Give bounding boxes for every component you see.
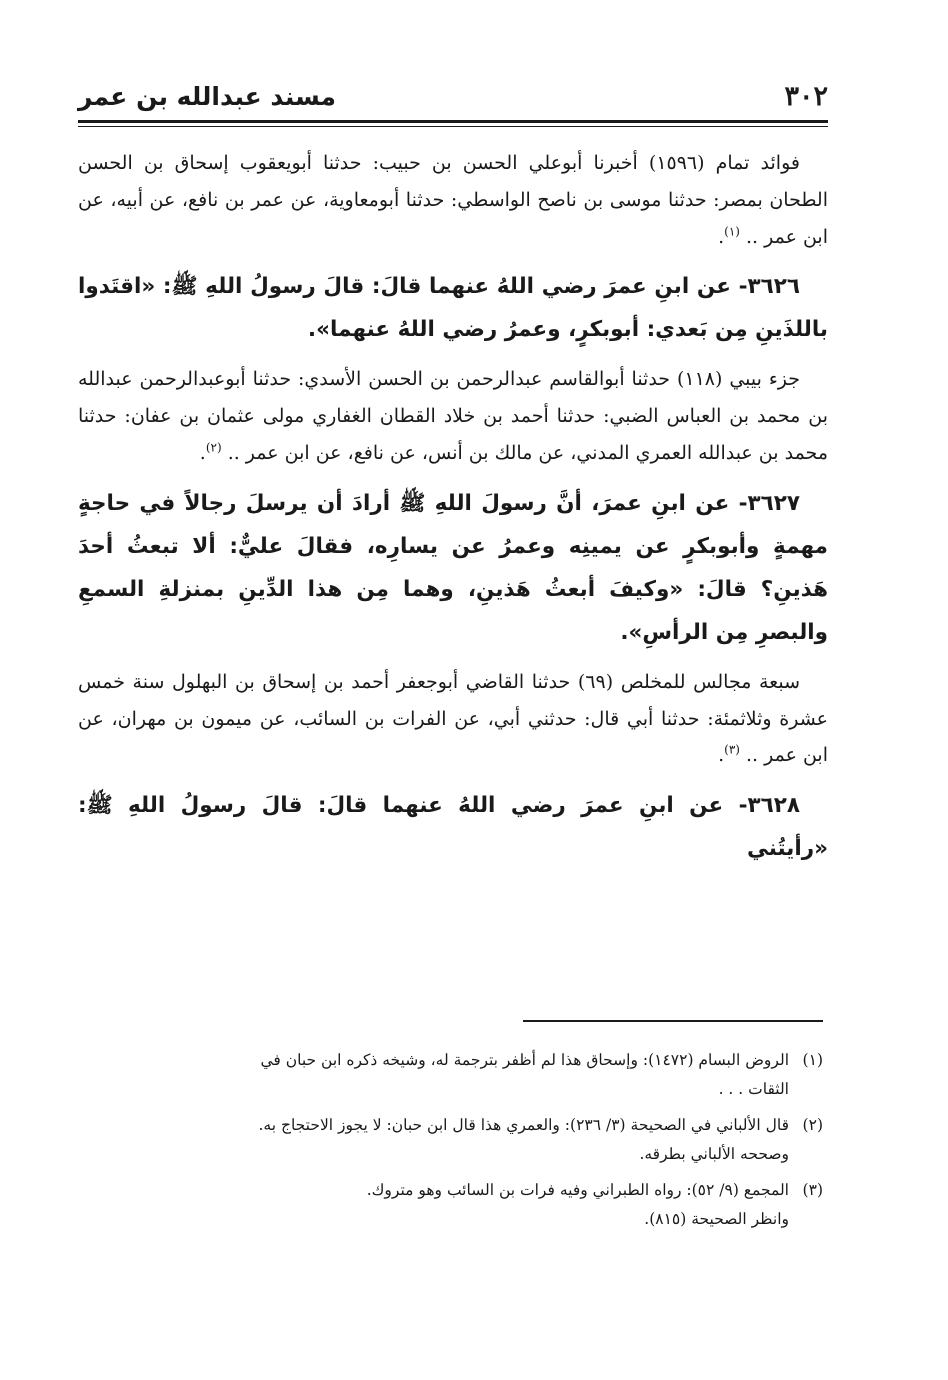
footnote-number: (٣)	[802, 1181, 823, 1199]
hadith-paragraph: ٣٦٢٦- عن ابنِ عمرَ رضي اللهُ عنهما قالَ: قالَ رسولُ اللهِ ﷺ: «اقتَدوا باللذَينِ مِن بَعدي: أبوبكرٍ، وعمرُ رضي اللهُ عنهما».	[78, 274, 828, 343]
source-paragraph: جزء بيبي (١١٨) حدثنا أبوالقاسم عبدالرحمن بن الحسن الأسدي: حدثنا أبوعبدالرحمن عبدالله بن محمد بن العباس الضبي: حدثنا أحمد بن خلاد القطان الغفاري مولى عثمان بن عفان: حدثنا محمد بن عبدالله العمري المدني، عن مالك بن أنس، عن نافع، عن ابن عمر .. $^{(٢)}$.	[78, 368, 828, 464]
header-rule-thin	[78, 126, 828, 127]
footnote-ref[interactable]: (٢)	[205, 440, 222, 455]
document-page	[78, 78, 828, 870]
footnote-number: (١)	[802, 1051, 823, 1069]
source-paragraph: فوائد تمام (١٥٩٦) أخبرنا أبوعلي الحسن بن حبيب: حدثنا أبويعقوب إسحاق بن الحسن الطحان بمصر: حدثنا موسى بن ناصح الواسطي: حدثنا أبومعاوية، عن عمر بن نافع، عن أبيه، عن ابن عمر .. $^{(١)}$.	[78, 152, 828, 248]
page-number: ٣٠٢	[784, 81, 828, 112]
footnotes-section	[78, 1046, 823, 1241]
footnote-text: وانظر الصحيحة (٨١٥).	[644, 1209, 789, 1228]
footnote-text: المجمع (٩/ ٥٢): رواه الطبراني وفيه فرات بن السائب وهو متروك.	[366, 1181, 789, 1199]
footnote	[78, 1176, 823, 1233]
footnote	[78, 1046, 823, 1103]
footnote-ref[interactable]: (١)	[724, 224, 740, 239]
footnote-text: الثقات . . .	[718, 1079, 789, 1098]
footnote-ref[interactable]: (٣)	[724, 743, 740, 758]
header-rule-thick	[78, 120, 828, 123]
running-title: مسند عبدالله بن عمر	[78, 82, 336, 111]
hadith-paragraph: ٣٦٢٧- عن ابنِ عمرَ، أنَّ رسولَ اللهِ ﷺ أرادَ أن يرسلَ رجالاً في حاجةٍ مهمةٍ وأبوبكرٍ عن يمينِه وعمرُ عن يسارِه، فقالَ عليٌّ: ألا تبعثُ أحدَ هَذينِ؟ قالَ: «وكيفَ أبعثُ هَذينِ، وهما مِن هذا الدِّينِ بمنزلةِ السمعِ والبصرِ مِن الرأسِ».	[78, 490, 828, 645]
hadith-paragraph: ٣٦٢٨- عن ابنِ عمرَ رضي اللهُ عنهما قالَ: قالَ رسولُ اللهِ ﷺ: «رأيتُني	[78, 793, 828, 862]
footnote-number: (٢)	[802, 1116, 823, 1134]
footnote	[78, 1111, 823, 1168]
footnote-text: وصححه الألباني بطرقه.	[639, 1144, 789, 1163]
footnote-text: قال الألباني في الصحيحة (٣/ ٢٣٦): والعمري هذا قال ابن حبان: لا يجوز الاحتجاج به.	[258, 1116, 789, 1134]
source-paragraph: سبعة مجالس للمخلص (٦٩) حدثنا القاضي أبوجعفر أحمد بن إسحاق بن البهلول سنة خمس عشرة وثلاثمئة: حدثنا أبي قال: حدثني أبي، عن الفرات بن السائب، عن ميمون بن مهران، عن ابن عمر .. $^{(٣)}$.	[78, 670, 828, 767]
footnote-separator	[523, 1020, 823, 1022]
page-header	[78, 78, 828, 118]
footnote-text: الروض البسام (١٤٧٢): وإسحاق هذا لم أظفر بترجمة له، وشيخه ذكره ابن حبان في	[260, 1051, 789, 1069]
main-text	[78, 145, 828, 870]
